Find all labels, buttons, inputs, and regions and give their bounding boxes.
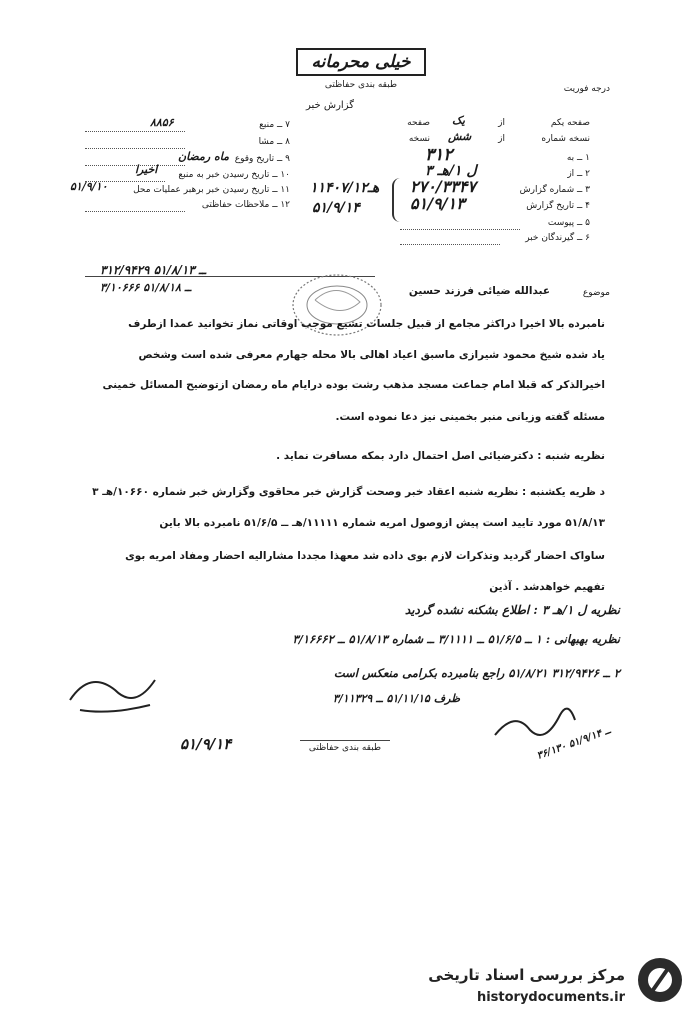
field-value: اخیرا — [135, 163, 158, 176]
field-label: ۹ ــ تاریخ وقوع — [234, 154, 290, 164]
body-line: نظریه شنبه : دکترضیائی اصل احتمال دارد بمکه مسافرت نماید . — [276, 450, 605, 462]
brand-name: مرکز بررسی اسناد تاریخی — [428, 966, 625, 984]
field-value: یک — [452, 114, 465, 127]
field-value: ۲۷۰/۳۳۴۷ — [410, 177, 476, 196]
bottom-right-note: ۳۶/۱۳۰ ــ ۵۱/۹/۱۴ — [535, 725, 613, 762]
subject-label: موضوع — [582, 288, 610, 298]
field-value: ۵۱/۹/۱۰ — [70, 180, 108, 193]
bracket-number: ۱۱۴۰۷/۱۲هـ — [310, 180, 380, 196]
classification-sub: طبقه بندی حفاظتی — [324, 80, 398, 90]
classification-stamp-text: خیلی محرمانه — [311, 52, 411, 72]
field-label: ۱۰ ــ تاریخ رسیدن خبر به منبع — [178, 170, 290, 180]
field-label: ۶ ــ گیرندگان خبر — [525, 233, 590, 243]
historydocuments-logo-icon — [638, 958, 682, 1002]
field-label: ۱۱ ــ تاریخ رسیدن خبر برهبر عملیات محل — [133, 185, 290, 195]
field-label: ۸ ــ مشا — [258, 137, 290, 147]
field-value: ماه رمضان — [178, 150, 230, 163]
field-value: ۵۱/۹/۱۳ — [410, 194, 465, 213]
field-label: ۳ ــ شماره گزارش — [519, 185, 590, 195]
brand-url: historydocuments.ir — [476, 990, 625, 1005]
bottom-date: ۵۱/۹/۱۴ — [180, 735, 232, 753]
body-line: د ظریه یکشنبه : نظریه شنبه اعقاد خبر وصحت گزارش خبر محاقوی وگزارش خبر شماره ۱۰۶۶۰/هـ ۳ — [92, 486, 605, 498]
degree-label: درجه فوریت — [563, 84, 610, 94]
field-label: ۱ ــ به — [566, 153, 590, 163]
body-line: مسئله گفته وزیانی منبر بخمینی نیز دعا نموده است. — [335, 411, 605, 423]
field-value: ل ۱/هـ ۳ — [425, 163, 477, 179]
body-line: تفهیم خواهدشد . آذین — [489, 581, 605, 593]
field-label: نسخه شماره — [541, 134, 590, 144]
handwritten-line: ۲ ــ ۳۱۲/۹۴۲۶ ۵۱/۸/۲۱ راجع بنامبرده بکرامی منعکس است — [333, 666, 620, 680]
report-title: گزارش خبر — [306, 100, 354, 111]
body-line: یاد شده شیخ محمود شیرازی ماسبق اعیاد اهالی بالا محله جهارم معرفی شده است وشخص — [138, 349, 605, 361]
field-value: شش — [448, 130, 472, 143]
field-label: ۴ ــ تاریخ گزارش — [526, 201, 590, 211]
handwritten-line: نظریه ل ۱/هـ ۳ : اطلاع بشکنه نشده گردید — [404, 603, 620, 617]
ref-line-2: ۳/۱۰۶۶۶ ــ ۵۱/۸/۱۸ — [100, 281, 192, 294]
bracket-date: ۵۱/۹/۱۴ — [312, 200, 360, 216]
field-label: ۷ ــ منبع — [259, 120, 290, 130]
bottom-classification: طبقه بندی حفاظتی — [308, 743, 382, 753]
field-label: ۲ ــ از — [567, 169, 590, 179]
field-value: ۸۸۵۶ — [150, 116, 174, 129]
curly-bracket — [392, 178, 404, 222]
field-label: صفحه یکم — [550, 118, 590, 128]
handwritten-line: ظرف ۵۱/۱۱/۱۵ ــ ۳/۱۱۳۲۹ — [332, 692, 460, 705]
body-line: اخیرالذکر که قبلا امام جماعت مسجد مذهب رشت بوده درایام ماه رمضان ازتوضیح المسائل خمینی — [102, 379, 605, 391]
ref-line-1: ۳۱۲/۹۴۲۹ ــ ۵۱/۸/۱۳ — [100, 263, 206, 277]
field-value: ۳۱۲ — [425, 145, 453, 165]
body-line: ساواک احضار گردید وتذکرات لازم بوی داده شد معهذا مجددا مشارالیه احضار ومفاد امریه بوی — [125, 550, 605, 562]
signature-left — [60, 660, 170, 720]
handwritten-line: نظریه بهبهانی : ۱ ــ ۵۱/۶/۵ ــ ۳/۱۱۱۱ ــ شماره ۵۱/۸/۱۳ ــ ۳/۱۶۶۶۲ — [292, 632, 620, 646]
classification-stamp — [296, 48, 426, 76]
field-label: ۱۲ ــ ملاحظات حفاظتی — [201, 200, 290, 210]
field-label: ۵ ــ پیوست — [547, 218, 590, 228]
body-line: نامبرده بالا اخیرا دراکثر مجامع از قبیل جلسات تشیع موجب اوقاتی نماز تخوانید عمدا ازطرف — [128, 318, 605, 330]
body-line: ۵۱/۸/۱۳ مورد تایید است پیش ازوصول امریه شماره ۱۱۱۱۱/هـ ــ ۵۱/۶/۵ نامبرده بالا باین — [159, 517, 605, 529]
subject-value: عبدالله ضیائی فرزند حسین — [408, 285, 550, 297]
